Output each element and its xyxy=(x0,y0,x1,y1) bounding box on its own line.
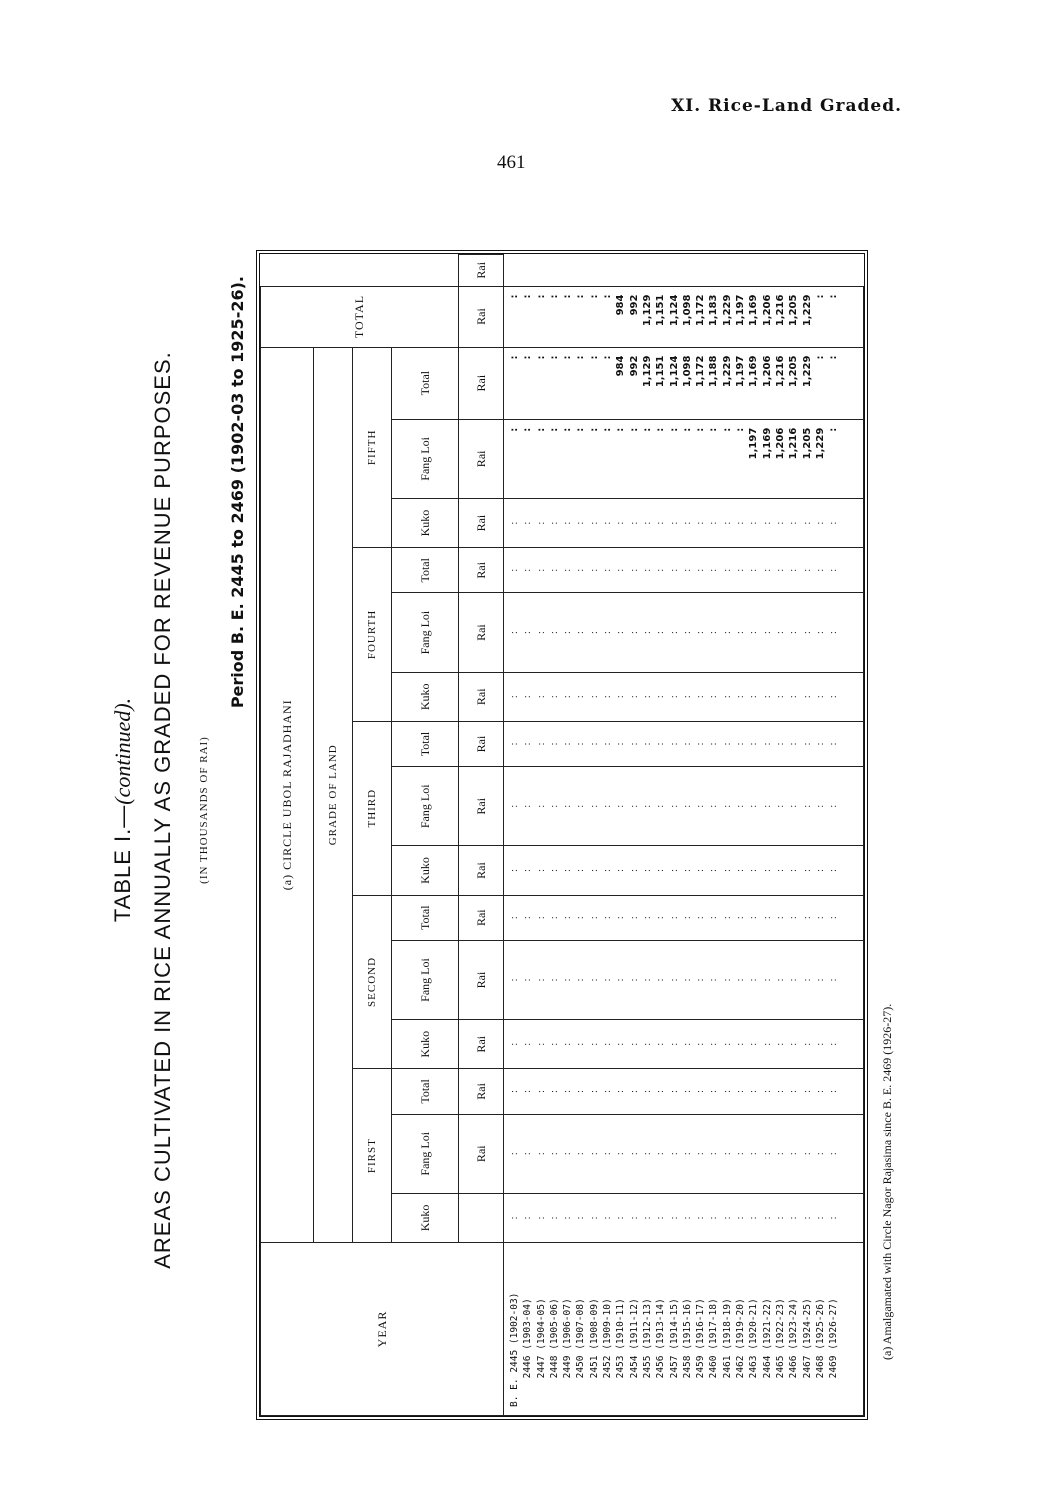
unit-cell: Rai xyxy=(459,255,504,287)
footnote: (a) Amalgamated with Circle Nagor Rajasima since B. E. 2469 (1926-27). xyxy=(880,1003,894,1360)
fifth-total-header: Total xyxy=(392,347,459,419)
unit-cell: Rai xyxy=(459,347,504,419)
second-total-values: : : : : : : : : : : : : : : : : : : : : : : : : : xyxy=(504,895,864,940)
circle-subtitle: (a) CIRCLE UBOL RAJADHANI xyxy=(261,347,314,1242)
page-number: 461 xyxy=(497,152,526,173)
second-kuko-values: : : : : : : : : : : : : : : : : : : : : : : : : : xyxy=(504,1020,864,1069)
first-total-values: : : : : : : : : : : : : : : : : : : : : : : : : : xyxy=(504,1069,864,1114)
second-total-header: Total xyxy=(392,895,459,940)
year-unit-cell xyxy=(459,1193,504,1242)
unit-cell: Rai xyxy=(459,672,504,721)
fourth-total-values: : : : : : : : : : : : : : : : : : : : : : : : : : xyxy=(504,548,864,593)
unit-cell: Rai xyxy=(459,1069,504,1114)
unit-cell: Rai xyxy=(459,548,504,593)
third-kuko-header: Kuko xyxy=(392,846,459,895)
third-total-header: Total xyxy=(392,721,459,766)
grade-group-fifth: FIFTH xyxy=(353,347,392,548)
first-kuko-header: Kuko xyxy=(392,1193,459,1242)
main-title: AREAS CULTIVATED IN RICE ANNUALLY AS GRADED FOR REVENUE PURPOSES. xyxy=(150,351,175,1269)
fourth-total-header: Total xyxy=(392,548,459,593)
grade-group-first: FIRST xyxy=(353,1069,392,1243)
grand-total-values: : : : : : : : : 984 992 1,129 1,151 1,124 1,098 1,172 1,183 1,229 1,197 1,169 1,206 1,216 1,205 1,229 : : xyxy=(504,286,864,347)
section-header: XI. Rice-Land Graded. xyxy=(671,96,902,116)
unit-cell: Rai xyxy=(459,286,504,347)
grade-group-fourth: FOURTH xyxy=(353,548,392,722)
third-total-values: : : : : : : : : : : : : : : : : : : : : : : : : : xyxy=(504,721,864,766)
unit-cell: Rai xyxy=(459,940,504,1019)
first-fang-loi-header: Fang Loi xyxy=(392,1114,459,1193)
unit-cell: Rai xyxy=(459,1020,504,1069)
fourth-fang-loi-header: Fang Loi xyxy=(392,593,459,672)
fourth-fang-loi-values: : : : : : : : : : : : : : : : : : : : : : : : : : xyxy=(504,593,864,672)
unit-cell: Rai xyxy=(459,419,504,498)
third-kuko-values: : : : : : : : : : : : : : : : : : : : : : : : : : xyxy=(504,846,864,895)
unit-cell: Rai xyxy=(459,846,504,895)
second-fang-loi-header: Fang Loi xyxy=(392,940,459,1019)
period-note: Period B. E. 2445 to 2469 (1902-03 to 1925-26). xyxy=(228,276,247,709)
unit-cell: Rai xyxy=(459,721,504,766)
rice-grade-table xyxy=(256,250,868,1420)
unit-cell: Rai xyxy=(459,499,504,548)
fifth-kuko-values: : : : : : : : : : : : : : : : : : : : : : : : : : xyxy=(504,499,864,548)
total-header: TOTAL xyxy=(261,286,459,347)
first-kuko-values: : : : : : : : : : : : : : : : : : : : : : : : : : xyxy=(504,1193,864,1242)
unit-cell: Rai xyxy=(459,1114,504,1193)
unit-cell: Rai xyxy=(459,767,504,846)
fifth-fang-loi-header: Fang Loi xyxy=(392,419,459,498)
rotated-table-page xyxy=(110,200,894,1420)
table-title-suffix: (continued). xyxy=(110,697,135,805)
second-kuko-header: Kuko xyxy=(392,1020,459,1069)
table-title-prefix: TABLE I.— xyxy=(110,804,135,923)
grade-of-land-header: GRADE OF LAND xyxy=(314,347,353,1242)
column-header-row xyxy=(392,255,459,1416)
second-fang-loi-values: : : : : : : : : : : : : : : : : : : : : : : : : : xyxy=(504,940,864,1019)
year-list: B. E. 2445 (1902-03) 2446 (1903-04) 2447 (1904-05) 2448 (1905-06) 2449 (1906-07) 2450 (1907-08) 2451 (1908-09) 2452 (1909-10) 2453 (1910-11) 2454 (1911-12) 2455 (1912-13) 2456 (1913-14) 2457 (1914-15) 2458 (1915-16) 2459 (1916-17) 2460 (1917-18) 2461 (1918-19) 2462 (1919-20) 2463 (1920-21) 2464 (1921-22) 2465 (1922-23) 2466 (1923-24) 2467 (1924-25) 2468 (1925-26) 2469 (1926-27) xyxy=(504,1243,864,1416)
fifth-total-values: : : : : : : : : 984 992 1,129 1,151 1,124 1,098 1,172 1,188 1,229 1,197 1,169 1,206 1,216 1,205 1,229 : : xyxy=(504,347,864,419)
third-fang-loi-header: Fang Loi xyxy=(392,767,459,846)
unit-cell: Rai xyxy=(459,895,504,940)
third-fang-loi-values: : : : : : : : : : : : : : : : : : : : : : : : : : xyxy=(504,767,864,846)
fifth-fang-loi-values: : : : : : : : : : : : : : : : : : : 1,197 1,169 1,206 1,216 1,205 1,229 : xyxy=(504,419,864,498)
grade-group-second: SECOND xyxy=(353,895,392,1069)
table-title xyxy=(110,200,136,1420)
fourth-kuko-header: Kuko xyxy=(392,672,459,721)
units-note: (IN THOUSANDS OF RAI) xyxy=(198,736,210,884)
first-total-header: Total xyxy=(392,1069,459,1114)
fourth-kuko-values: : : : : : : : : : : : : : : : : : : : : : : : : : xyxy=(504,672,864,721)
year-header: YEAR xyxy=(261,1243,504,1416)
grade-group-third: THIRD xyxy=(353,721,392,895)
unit-row xyxy=(459,255,504,1416)
grade-group-row xyxy=(353,255,392,1416)
fifth-kuko-header: Kuko xyxy=(392,499,459,548)
first-fang-loi-values: : : : : : : : : : : : : : : : : : : : : : : : : : xyxy=(504,1114,864,1193)
unit-cell: Rai xyxy=(459,593,504,672)
data-row xyxy=(504,255,864,1416)
